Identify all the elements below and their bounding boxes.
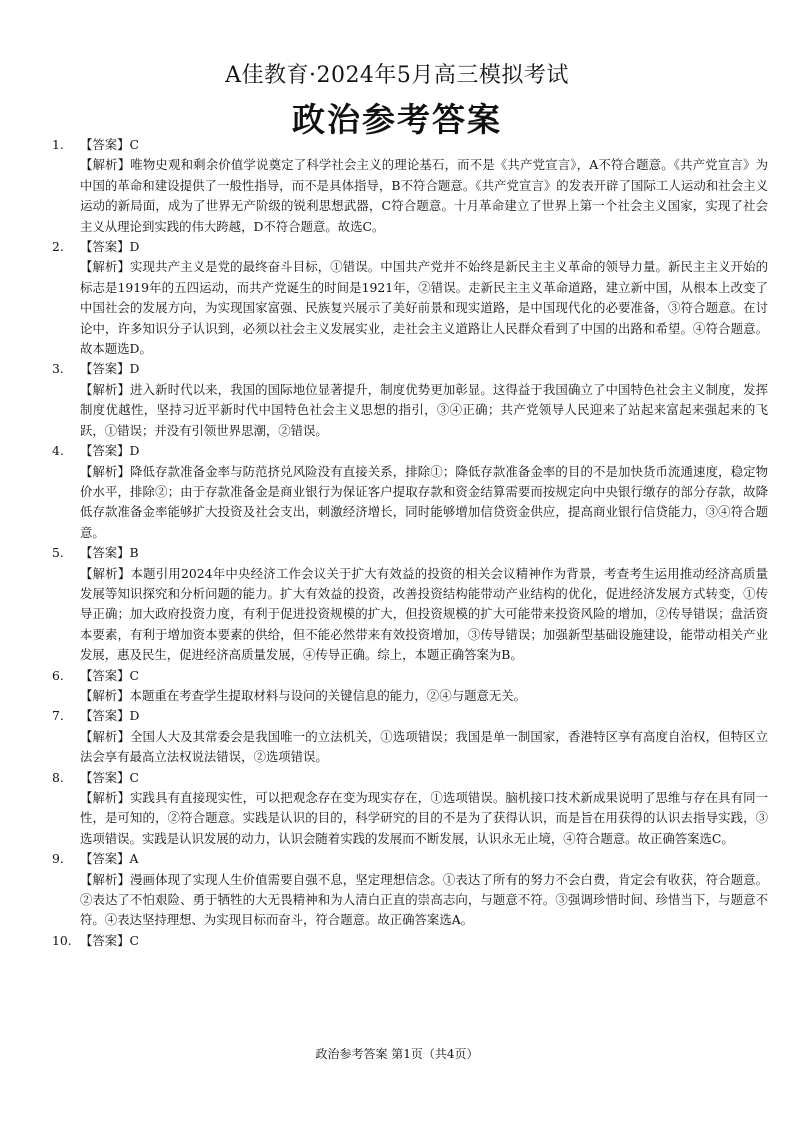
page-footer: 政治参考答案 第1页（共4页） [315, 1047, 479, 1061]
question-number: 5. [52, 545, 64, 561]
answer-label: 【答案】C [80, 667, 140, 683]
answer-item-1 [52, 135, 768, 237]
question-number: 3. [52, 361, 64, 377]
answer-item-3 [52, 359, 768, 441]
question-number: 2. [52, 239, 64, 255]
answer-label: 【答案】A [80, 851, 139, 867]
answer-item-6 [52, 666, 768, 707]
answer-label: 【答案】D [80, 239, 140, 255]
question-number: 1. [52, 137, 64, 152]
question-number: 8. [52, 769, 64, 785]
answer-item-8 [52, 768, 768, 850]
explanation-text: 【解析】降低存款准备金率与防范挤兑风险没有直接关系，排除①；降低存款准备金率的目的不是加快货币流通速度，稳定物价水平，排除②；由于存款准备金是商业银行为保证客户提取存款和资金结算需要而按规定向中央银行缴存的部分存款，故降低存款准备金率能够扩大投资及社会支出，刺激经济增长，同时能够增加信贷资金供应，提高商业银行信贷能力，③④符合题意。 [80, 463, 768, 540]
question-number: 7. [52, 708, 64, 724]
question-number: 4. [52, 443, 64, 459]
answer-item-2 [52, 237, 768, 359]
question-number: 10. [52, 932, 72, 948]
exam-title: A佳教育·2024年5月高三模拟考试 [225, 63, 569, 88]
answer-item-7 [52, 706, 768, 767]
answer-item-4 [52, 441, 768, 543]
question-number: 9. [52, 851, 64, 867]
answer-label: 【答案】D [80, 361, 140, 377]
answer-label: 【答案】C [80, 137, 140, 152]
explanation-text: 【解析】唯物史观和剩余价值学说奠定了科学社会主义的理论基石，而不是《共产党宣言》，A不符合题意。《共产党宣言》为中国的革命和建设提供了一般性指导，而不是具体指导，B不符合题意。《共产党宣言》的发表开辟了国际工人运动和社会主义运动的新局面，成为了世界无产阶级的锐利思想武器，C符合题意。十月革命建立了世界上第一个社会主义国家，实现了社会主义从理论到实践的伟大跨越，D不符合题意。故选C。 [80, 157, 768, 234]
answer-item-9 [52, 849, 768, 931]
explanation-text: 【解析】漫画体现了实现人生价值需要自强不息，坚定理想信念。①表达了所有的努力不会白费，肯定会有收获，符合题意。②表达了不怕艰险、勇于牺牲的大无畏精神和为人清白正直的崇高志向，与题意不符。③强调珍惜时间、珍惜当下，与题意不符。④表达坚持理想、为实现目标而奋斗，符合题意。故正确答案选A。 [80, 871, 768, 928]
explanation-text: 【解析】进入新时代以来，我国的国际地位显著提升，制度优势更加彰显。这得益于我国确立了中国特色社会主义制度，发挥制度优越性，坚持习近平新时代中国特色社会主义思想的指引，③④正确；共产党领导人民迎来了站起来富起来强起来的飞跃，①错误；并没有引领世界思潮，②错误。 [80, 381, 768, 438]
answer-item-5 [52, 543, 768, 665]
explanation-text: 【解析】本题引用2024年中央经济工作会议关于扩大有效益的投资的相关会议精神作为背景，考查考生运用推动经济高质量发展等知识探究和分析问题的能力。扩大有效益的投资，改善投资结构能带动产业结构的优化，促进经济发展方式转变，①传导正确；加大政府投资力度，有利于促进投资规模的扩大，但投资规模的扩大可能带来投资风险的增加，②传导错误；盘活资本要素，有利于增加资本要素的供给，但不能必然带来有效投资增加，③传导错误；加强新型基础设施建设，能带动相关产业发展，惠及民生，促进经济高质量发展，④传导正确。综上，本题正确答案为B。 [80, 565, 768, 663]
answer-label: 【答案】D [80, 708, 140, 724]
answer-label: 【答案】C [80, 932, 140, 948]
answer-label: 【答案】D [80, 443, 140, 459]
explanation-text: 【解析】本题重在考查学生提取材料与设问的关键信息的能力，②④与题意无关。 [80, 687, 527, 703]
page-title: 政治参考答案 [292, 100, 502, 139]
answer-item-10 [52, 931, 768, 951]
answer-label: 【答案】B [80, 545, 139, 561]
explanation-text: 【解析】实现共产主义是党的最终奋斗目标，①错误。中国共产党并不始终是新民主主义革命的领导力量。新民主主义开始的标志是1919年的五四运动，而共产党诞生的时间是1921年，②错误。走新民主主义革命道路，建立新中国，从根本上改变了中国社会的发展方向，为实现国家富强、民族复兴展示了美好前景和现实道路，是中国现代化的必要准备，③符合题意。在讨论中，许多知识分子认识到，必须以社会主义发展实业，走社会主义道路让人民群众看到了中国的出路和希望。④符合题意。故本题选D。 [80, 259, 768, 357]
explanation-text: 【解析】实践具有直接现实性，可以把观念存在变为现实存在，①选项错误。脑机接口技术新成果说明了思维与存在具有同一性，是可知的，②符合题意。实践是认识的目的，科学研究的目的不是为了获得认识，而是旨在用获得的认识去指导实践，③选项错误。实践是认识发展的动力，认识会随着实践的发展而不断发展，认识永无止境，④符合题意。故正确答案选C。 [80, 790, 768, 846]
answer-list [52, 135, 768, 951]
answer-label: 【答案】C [80, 769, 140, 785]
question-number: 6. [52, 667, 64, 683]
explanation-text: 【解析】全国人大及其常委会是我国唯一的立法机关，①选项错误；我国是单一制国家，香港特区享有高度自治权，但特区立法会享有最高立法权说法错误，②选项错误。 [80, 728, 768, 765]
